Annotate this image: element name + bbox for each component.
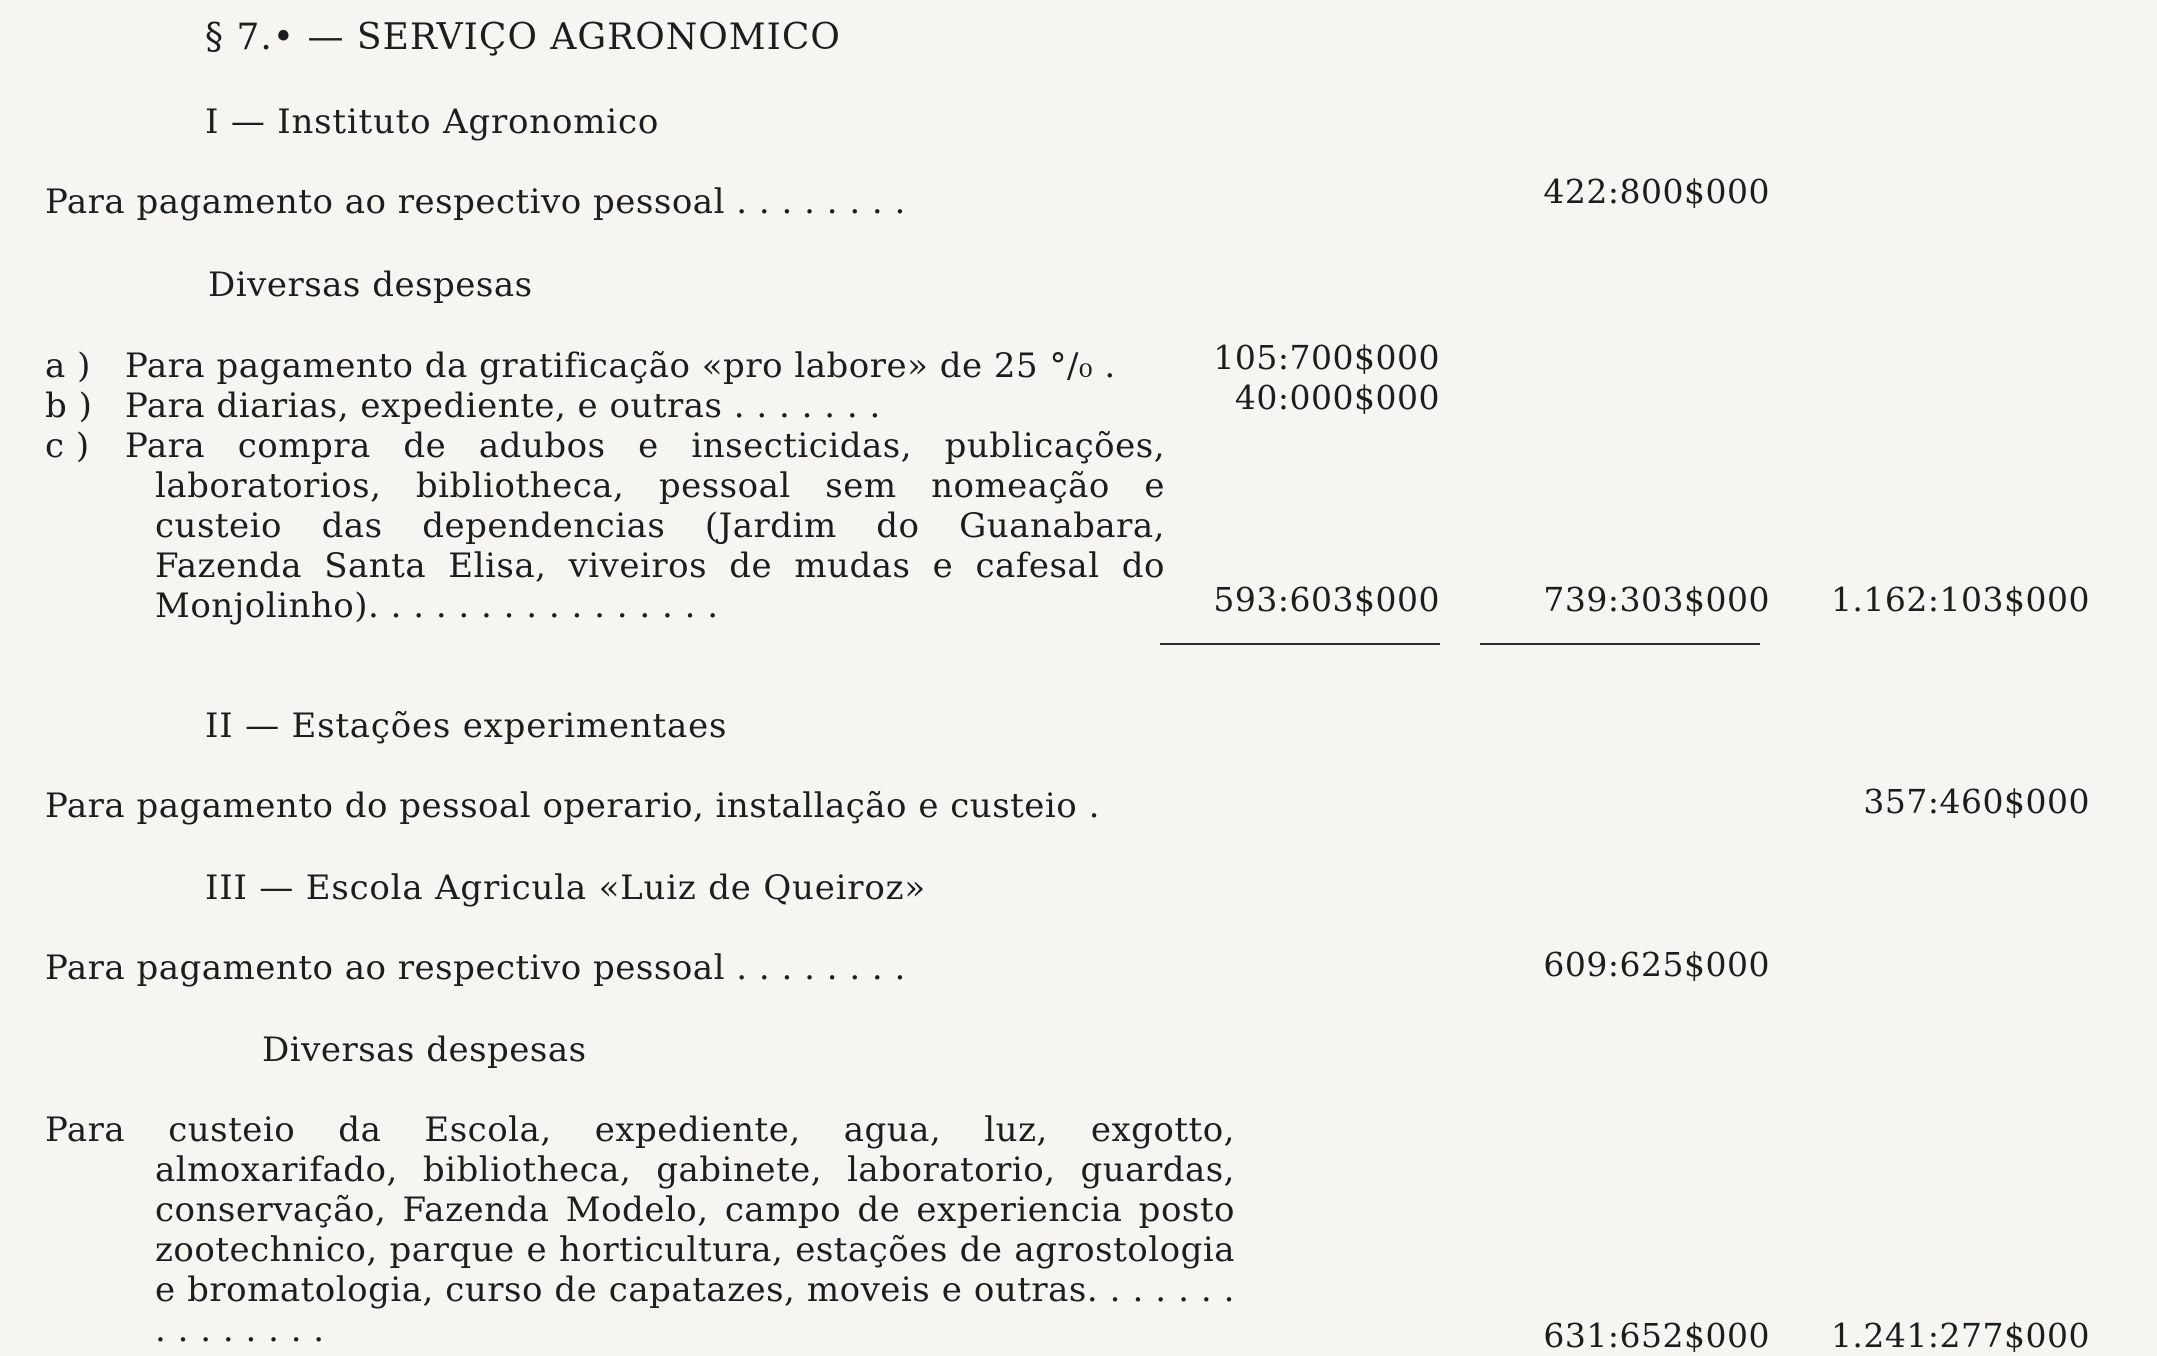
s1-item-c-value: 593:603$000 xyxy=(1213,580,1440,619)
s2-line: Para pagamento do pessoal operario, installação e custeio . xyxy=(45,786,1100,826)
item-text: Para compra de adubos e insecticidas, publicações, laboratorios, bibliotheca, pessoal sem nomeação e custeio das dependencias (Jardim do Guanabara, Fazenda Santa Elisa, viveiros de mudas e cafesal do Monjolinho). . . . . . . . . . . . . . . . xyxy=(125,426,1165,626)
s1-item-a-value: 105:700$000 xyxy=(1213,338,1440,377)
s3-diversas-heading: Diversas despesas xyxy=(262,1030,587,1070)
item-mark: a ) xyxy=(45,346,91,386)
section-title: § 7.• — SERVIÇO AGRONOMICO xyxy=(205,17,841,58)
rule-col2 xyxy=(1480,643,1760,645)
item-text: Para diarias, expediente, e outras . . . . . . . xyxy=(125,386,881,426)
s1-item-b-value: 40:000$000 xyxy=(1234,378,1440,417)
subsection-title-3: III — Escola Agricula «Luiz de Queiroz» xyxy=(205,868,926,908)
s1-pessoal-line: Para pagamento ao respectivo pessoal . . . . . . . . xyxy=(45,182,906,222)
s3-total: 1.241:277$000 xyxy=(1830,1316,2090,1355)
s1-diversas-heading: Diversas despesas xyxy=(208,265,533,305)
s3-pessoal-value: 609:625$000 xyxy=(1543,945,1770,984)
subsection-title-2: II — Estações experimentaes xyxy=(205,706,728,746)
s1-subtotal: 739:303$000 xyxy=(1543,580,1770,619)
item-mark: b ) xyxy=(45,386,93,426)
rule-col1 xyxy=(1160,643,1440,645)
s1-pessoal-value: 422:800$000 xyxy=(1543,172,1770,211)
item-text: Para pagamento da gratificação «pro labore» de 25 °/₀ . xyxy=(125,346,1116,386)
s3-para: Para custeio da Escola, expediente, agua, luz, exgotto, almoxarifado, bibliotheca, gabinete, laboratorio, guardas, conservação, Fazenda Modelo, campo de experiencia posto zootechnico, parque e horticultura, estações de agrostologia e bromatologia, curso de capatazes, moveis e outras. . . . . . . . . . . . . . . xyxy=(45,1110,1235,1350)
s3-para-value: 631:652$000 xyxy=(1543,1316,1770,1355)
s3-pessoal-line: Para pagamento ao respectivo pessoal . . . . . . . . xyxy=(45,948,906,988)
s1-item-c xyxy=(45,426,1165,626)
s2-value: 357:460$000 xyxy=(1863,782,2090,821)
s1-total: 1.162:103$000 xyxy=(1830,580,2090,619)
item-mark: c ) xyxy=(45,426,90,466)
subsection-title-1: I — Instituto Agronomico xyxy=(205,102,660,142)
